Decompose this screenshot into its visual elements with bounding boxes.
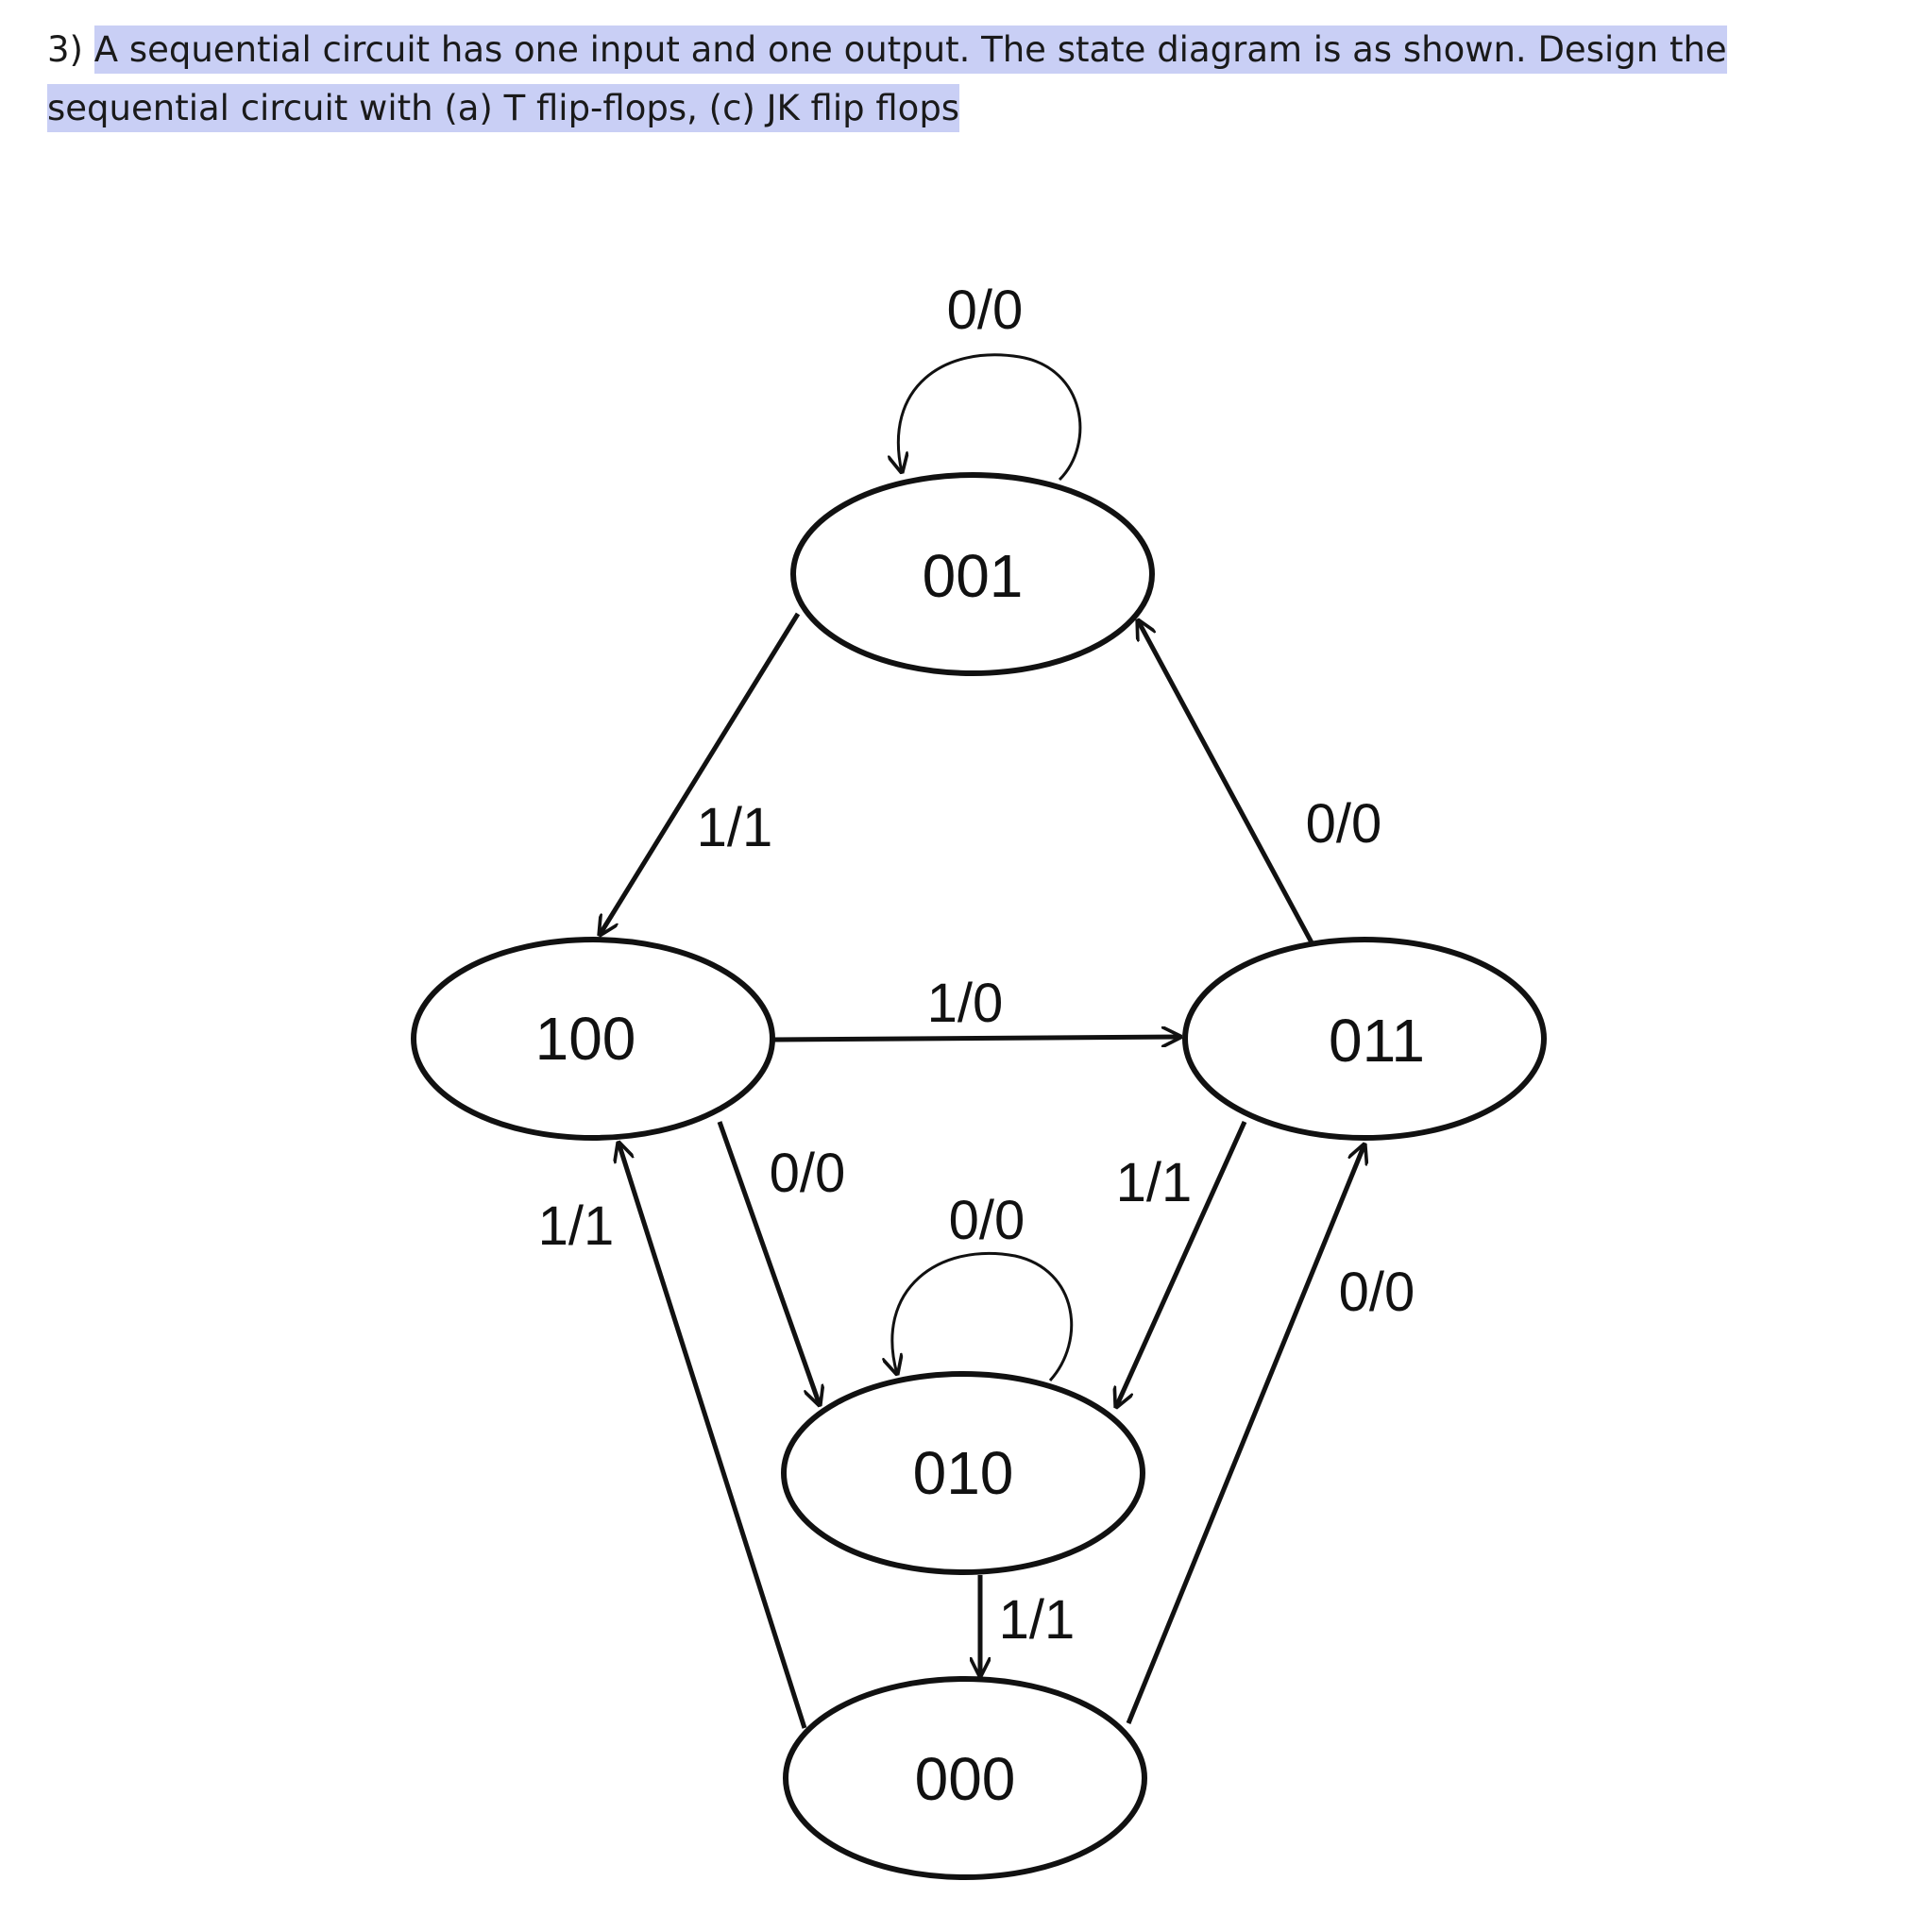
state-100-label: 100 [534, 1005, 636, 1073]
state-001-label: 001 [922, 542, 1024, 610]
edge-label-self-001: 0/0 [946, 280, 1024, 341]
state-001 [793, 475, 1152, 673]
question-highlighted-text: A sequential circuit has one input and one output. The state diagram is as shown. Design the sequential circuit with (a) T flip-flops, (c) JK flip flops [47, 25, 1727, 132]
edge-label-000-to-100: 1/1 [537, 1195, 615, 1257]
edge-label-011-to-010: 1/1 [1115, 1152, 1193, 1213]
edge-label-self-010: 0/0 [948, 1190, 1025, 1251]
edge-label-000-to-011: 0/0 [1338, 1262, 1415, 1323]
state-000 [786, 1679, 1144, 1877]
edge-100-to-011 [774, 1037, 1180, 1040]
state-000-label: 000 [914, 1745, 1016, 1813]
edge-label-011-to-001: 0/0 [1305, 793, 1382, 855]
edge-self-010 [892, 1253, 1072, 1381]
edge-001-to-100 [600, 614, 798, 935]
edge-label-100-to-011: 1/0 [926, 973, 1004, 1034]
edge-000-to-100 [619, 1143, 805, 1728]
state-011-label: 011 [1328, 1007, 1426, 1075]
edge-self-001 [898, 355, 1080, 480]
edge-011-to-001 [1138, 620, 1313, 944]
edge-label-001-to-100: 1/1 [696, 797, 773, 858]
edge-label-010-to-000: 1/1 [998, 1589, 1076, 1651]
state-011 [1185, 940, 1544, 1138]
state-010-label: 010 [912, 1439, 1014, 1507]
question-number: 3) [47, 29, 83, 70]
edge-000-to-011 [1128, 1144, 1364, 1723]
state-100 [414, 940, 772, 1138]
state-010 [784, 1374, 1143, 1572]
edge-label-100-to-010: 0/0 [769, 1143, 846, 1204]
